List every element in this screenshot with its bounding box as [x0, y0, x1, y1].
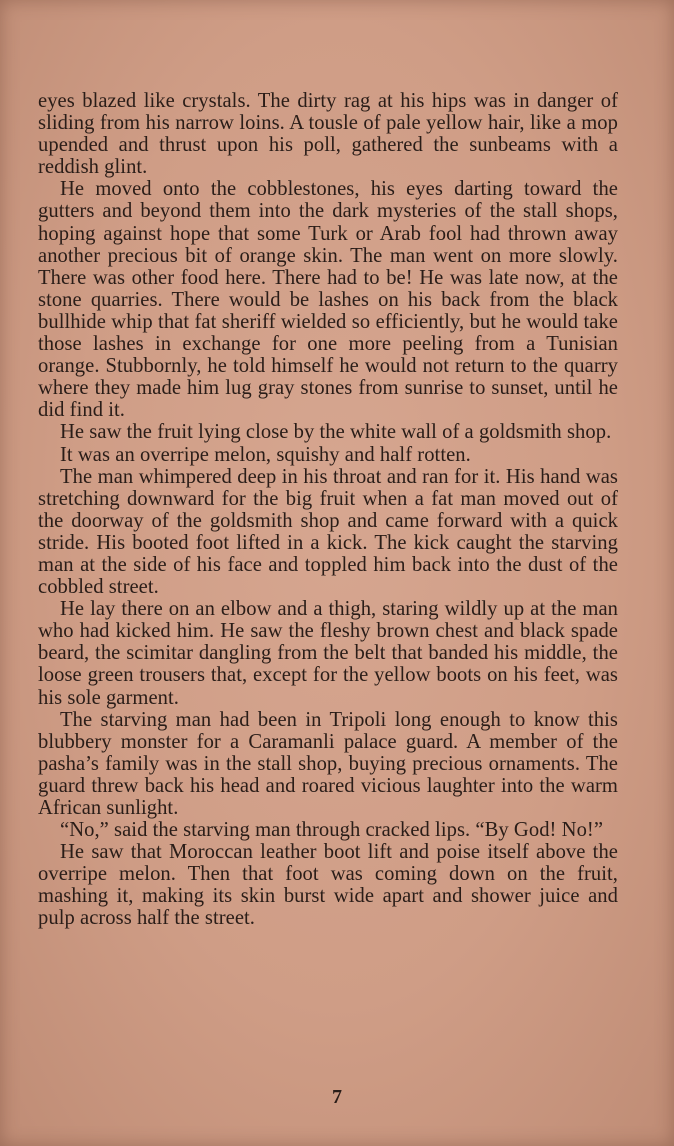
- paragraph-6: He lay there on an elbow and a thigh, staring wildly up at the man who had kicked him. He saw the fleshy brown chest and black spade beard, the scimitar dangling from the belt that banded his middle, the loose green trousers that, except for the yellow boots on his feet, was his sole garment.: [38, 598, 618, 709]
- paragraph-8: “No,” said the starving man through cracked lips. “By God! No!”: [60, 819, 604, 842]
- paragraph-7: The starving man had been in Tripoli long enough to know this blubbery monster for a Caramanli palace guard. A member of the pasha’s family was in the stall shop, buying precious ornaments. The guard threw back his head and roared vicious laughter into the warm African sunlight.: [38, 708, 618, 819]
- paragraph-3: He saw the fruit lying close by the white wall of a goldsmith shop.: [60, 421, 612, 444]
- paragraph-4: It was an overripe melon, squishy and half rotten.: [60, 443, 471, 466]
- page-number: 7: [332, 1086, 342, 1108]
- paragraph-1: eyes blazed like crystals. The dirty rag at his hips was in danger of sliding from his narrow loins. A tousle of pale yellow hair, like a mop upended and thrust upon his poll, gathered the sunbeams with a reddish glint.: [38, 90, 618, 179]
- paragraph-5: The man whimpered deep in his throat and ran for it. His hand was stretching downward for the big fruit when a fat man moved out of the doorway of the goldsmith shop and came forward with a quick stride. His booted foot lifted in a kick. The kick caught the starving man at the side of his face and toppled him back into the dust of the cobbled street.: [38, 465, 618, 599]
- paragraph-9: He saw that Moroccan leather boot lift and poise itself above the overripe melon. Then that foot was coming down on the fruit, mashing it, making its skin burst wide apart and shower juice and pulp across half the street.: [38, 841, 618, 930]
- paragraph-2: He moved onto the cobblestones, his eyes darting toward the gutters and beyond them into the dark mysteries of the stall shops, hoping against hope that some Turk or Arab fool had thrown away another precious bit of orange skin. The man went on more slowly. There was other food here. There had to be! He was late now, at the stone quarries. There would be lashes on his back from the black bullhide whip that fat sheriff wielded so efficiently, but he would take those lashes in exchange for one more peeling from a Tunisian orange. Stubbornly, he told himself he would not return to the quarry where they made him lug gray stones from sunrise to sunset, until he did find it.: [38, 178, 618, 422]
- body-text: [38, 90, 618, 930]
